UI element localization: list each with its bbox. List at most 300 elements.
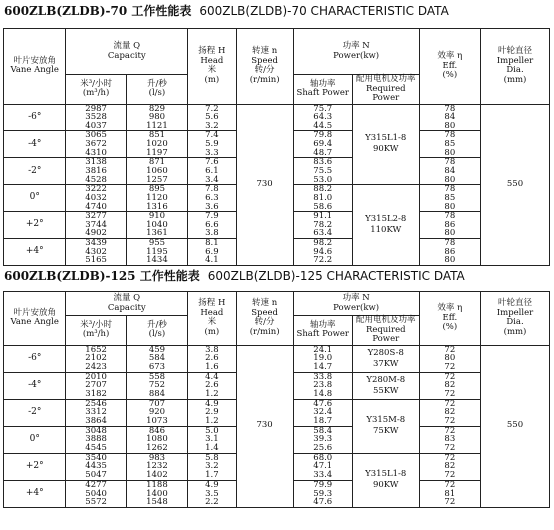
impeller-dia-header-text: 叶轮直径 — [498, 46, 533, 57]
capacity-ls-cell-value: 1197 — [146, 147, 168, 158]
capacity-header-text: 流量 Q — [113, 41, 141, 51]
head-cell — [188, 158, 236, 185]
capacity-m3h-cell-value: 5165 — [85, 255, 107, 266]
capacity-ls-cell-value: 980 — [148, 112, 166, 123]
shaft-power-cell — [293, 158, 352, 185]
capacity-ls-cell-value: 983 — [148, 452, 166, 463]
shaft-power-cell-value: 78.2 — [313, 219, 333, 230]
efficiency-header-text: Eff. — [442, 60, 458, 71]
efficiency-cell-value: 82 — [444, 461, 456, 472]
capacity-ls-cell-value: 673 — [148, 361, 166, 372]
capacity-m3h-cell-value: 1652 — [85, 344, 107, 355]
efficiency-cell-value: 81 — [444, 488, 456, 499]
vane-angle-header-text: Vane Angle — [10, 65, 59, 76]
head-cell-value: 6.3 — [205, 192, 219, 203]
shaft-power-cell — [293, 399, 352, 426]
capacity-ls-cell — [126, 480, 187, 507]
capacity-m3h-cell — [66, 185, 126, 212]
capacity-m3h-cell-value: 5040 — [85, 488, 107, 499]
table-title — [4, 3, 449, 19]
head-cell-value: 4.9 — [205, 479, 219, 490]
head-cell — [188, 185, 236, 212]
required-power-cell — [352, 345, 419, 372]
head-cell — [188, 426, 236, 453]
impeller-dia-cell — [481, 104, 550, 266]
efficiency-cell — [419, 372, 480, 399]
capacity-m3h-cell-value: 4528 — [85, 174, 107, 185]
speed-header-text: (r/min) — [249, 326, 280, 337]
shaft-power-cell-value: 94.6 — [313, 246, 333, 257]
efficiency-cell — [419, 426, 480, 453]
shaft-power-cell-value: 18.7 — [313, 416, 333, 426]
capacity-m3h-cell-value: 2423 — [85, 361, 107, 372]
capacity-m3h-cell — [66, 453, 126, 480]
capacity-m3h-header — [66, 316, 126, 346]
capacity-ls-cell-value: 1548 — [146, 497, 168, 508]
efficiency-header — [419, 292, 480, 346]
vane-angle-cell — [4, 158, 66, 185]
power-header-text: Power(kw) — [333, 50, 380, 61]
capacity-ls-cell — [126, 372, 187, 399]
capacity-ls-cell-value: 1188 — [146, 479, 168, 490]
speed-header-text: Speed — [251, 307, 278, 318]
capacity-ls-cell-value: 851 — [148, 130, 166, 141]
shaft-power-cell — [293, 480, 352, 507]
speed-cell — [236, 104, 293, 266]
capacity-m3h-cell-value: 3065 — [85, 130, 107, 141]
vane-angle-cell — [4, 453, 66, 480]
efficiency-cell-value: 80 — [444, 353, 456, 364]
power-header-text: 功率 N — [342, 293, 370, 303]
capacity-m3h-cell-value: 3672 — [85, 139, 107, 150]
shaft-power-cell-value: 98.2 — [313, 238, 333, 249]
shaft-power-cell-value: 44.5 — [313, 120, 333, 131]
efficiency-cell-value: 78 — [444, 157, 456, 168]
efficiency-cell-value: 80 — [444, 228, 456, 239]
capacity-ls-cell-value: 584 — [148, 353, 166, 364]
efficiency-cell — [419, 239, 480, 266]
head-cell-value: 2.6 — [205, 353, 219, 364]
capacity-ls-cell-value: 1040 — [146, 219, 168, 230]
required-power-cell-text: 75KW — [372, 426, 399, 437]
efficiency-cell-value: 72 — [444, 479, 456, 490]
capacity-ls-cell — [126, 131, 187, 158]
power-header — [293, 292, 419, 316]
efficiency-cell-value: 82 — [444, 380, 456, 391]
impeller-dia-header — [481, 29, 550, 105]
shaft-power-header-text: Shaft Power — [296, 329, 349, 340]
capacity-m3h-cell-value: 3277 — [85, 211, 107, 222]
capacity-ls-cell-value: 955 — [148, 238, 166, 249]
head-cell-value: 3.8 — [205, 228, 219, 239]
capacity-ls-cell — [126, 212, 187, 239]
vane-angle-cell — [4, 185, 66, 212]
capacity-ls-cell — [126, 104, 187, 131]
head-cell-value: 5.6 — [205, 112, 219, 123]
shaft-power-cell — [293, 185, 352, 212]
efficiency-cell — [419, 212, 480, 239]
head-cell-value: 3.5 — [205, 488, 219, 499]
head-cell-value: 7.9 — [205, 211, 219, 222]
shaft-power-cell-value: 33.4 — [313, 470, 333, 481]
capacity-m3h-cell — [66, 212, 126, 239]
capacity-m3h-header-text: (m³/h) — [82, 88, 110, 99]
vane-angle-cell-text: 0° — [29, 192, 40, 203]
head-header-text: 扬程 H — [198, 46, 226, 57]
speed-header — [236, 29, 293, 105]
efficiency-cell-value: 72 — [444, 443, 456, 454]
head-cell-value: 4.1 — [205, 255, 219, 266]
impeller-dia-cell — [481, 345, 550, 507]
required-power-header-text: 配用电机及功率 — [355, 315, 416, 325]
capacity-ls-cell-value: 752 — [148, 380, 166, 391]
speed-cell — [236, 345, 293, 507]
capacity-m3h-header-text: (m³/h) — [82, 329, 110, 340]
head-cell-value: 1.2 — [205, 388, 219, 399]
vane-angle-cell-text: -6° — [28, 352, 42, 363]
required-power-cell — [352, 453, 419, 507]
title-en: 600ZLB(ZLDB)-125 CHARACTERISTIC DATA — [207, 269, 465, 283]
shaft-power-cell-value: 88.2 — [313, 184, 333, 195]
head-cell-value: 1.2 — [205, 416, 219, 426]
capacity-ls-cell-value: 1232 — [146, 461, 168, 472]
head-cell — [188, 212, 236, 239]
efficiency-header-text: Eff. — [442, 312, 458, 323]
shaft-power-cell — [293, 453, 352, 480]
shaft-power-cell — [293, 212, 352, 239]
capacity-m3h-cell-value: 3222 — [85, 184, 107, 195]
head-cell-value: 4.9 — [205, 398, 219, 409]
impeller-dia-header-text: Impeller — [496, 307, 534, 318]
capacity-m3h-cell-value: 3439 — [85, 238, 107, 249]
required-power-cell — [352, 185, 419, 266]
power-header — [293, 29, 419, 75]
shaft-power-cell-value: 59.3 — [313, 488, 333, 499]
shaft-power-header — [293, 75, 352, 105]
capacity-ls-cell — [126, 399, 187, 426]
capacity-ls-cell-value: 1257 — [146, 174, 168, 185]
shaft-power-cell-value: 25.6 — [313, 443, 333, 454]
impeller-dia-cell-text: 550 — [506, 179, 524, 190]
capacity-ls-cell — [126, 158, 187, 185]
title-cn: 600ZLB(ZLDB)-70 工作性能表 — [4, 4, 192, 18]
efficiency-cell-value: 78 — [444, 130, 456, 141]
capacity-m3h-cell-value: 3138 — [85, 157, 107, 168]
capacity-m3h-cell-value: 2546 — [85, 398, 107, 409]
efficiency-cell-value: 72 — [444, 452, 456, 463]
efficiency-cell-value: 78 — [444, 211, 456, 222]
vane-angle-cell — [4, 239, 66, 266]
shaft-power-cell-value: 14.7 — [313, 361, 333, 372]
capacity-m3h-cell-value: 4302 — [85, 246, 107, 257]
head-cell-value: 3.2 — [205, 120, 219, 131]
shaft-power-header — [293, 316, 352, 346]
capacity-ls-header-text: 升/秒 — [147, 319, 167, 330]
capacity-m3h-cell — [66, 345, 126, 372]
efficiency-cell-value: 80 — [444, 120, 456, 131]
power-header-text: Power(kw) — [333, 302, 380, 313]
capacity-m3h-cell-value: 3182 — [85, 388, 107, 399]
head-cell-value: 1.4 — [205, 443, 219, 454]
capacity-m3h-cell-value: 3816 — [85, 165, 107, 176]
capacity-m3h-cell — [66, 239, 126, 266]
capacity-ls-header — [126, 75, 187, 105]
vane-angle-cell-text: +2° — [25, 461, 44, 472]
head-cell-value: 6.1 — [205, 165, 219, 176]
required-power-header-text: 配用电机及功率 — [355, 74, 416, 84]
head-header — [188, 292, 236, 346]
required-power-header — [352, 75, 419, 105]
efficiency-header-text: (%) — [442, 70, 458, 80]
capacity-ls-cell-value: 1400 — [146, 488, 168, 499]
capacity-ls-cell-value: 884 — [148, 388, 166, 399]
head-cell-value: 3.4 — [205, 174, 219, 185]
efficiency-cell — [419, 480, 480, 507]
capacity-m3h-cell — [66, 426, 126, 453]
required-power-cell — [352, 399, 419, 453]
impeller-dia-header-text: Impeller — [496, 55, 534, 66]
shaft-power-cell-value: 58.6 — [313, 201, 333, 212]
required-power-header — [352, 316, 419, 346]
shaft-power-cell-value: 68.0 — [313, 452, 333, 463]
head-cell — [188, 345, 236, 372]
capacity-m3h-cell-value: 4037 — [85, 120, 107, 131]
capacity-m3h-cell-value: 4435 — [85, 461, 107, 472]
vane-angle-cell — [4, 104, 66, 131]
capacity-ls-header-text: (l/s) — [148, 88, 166, 99]
impeller-dia-header — [481, 292, 550, 346]
head-cell-value: 5.9 — [205, 139, 219, 150]
required-power-cell — [352, 104, 419, 185]
shaft-power-cell-value: 83.6 — [313, 157, 333, 168]
required-power-cell-text: Y315L1-8 — [365, 469, 407, 480]
shaft-power-cell — [293, 239, 352, 266]
efficiency-cell — [419, 104, 480, 131]
shaft-power-cell-value: 39.3 — [313, 434, 333, 445]
speed-header-text: 转/分 — [254, 317, 275, 328]
speed-header-text: 转/分 — [254, 65, 275, 76]
head-cell-value: 3.1 — [205, 434, 219, 445]
capacity-m3h-cell-value: 3744 — [85, 219, 107, 230]
efficiency-cell-value: 72 — [444, 425, 456, 436]
capacity-m3h-cell-value: 3528 — [85, 112, 107, 123]
shaft-power-cell — [293, 426, 352, 453]
capacity-m3h-cell-value: 4545 — [85, 443, 107, 454]
capacity-ls-cell-value: 707 — [148, 398, 166, 409]
shaft-power-cell-value: 24.1 — [313, 344, 333, 355]
speed-header-text: (r/min) — [249, 74, 280, 85]
capacity-ls-cell-value: 1361 — [146, 228, 168, 239]
vane-angle-cell-text: -4° — [28, 138, 42, 149]
efficiency-cell-value: 82 — [444, 407, 456, 418]
efficiency-cell-value: 80 — [444, 255, 456, 266]
head-header-text: 扬程 H — [198, 298, 226, 309]
characteristic-table — [3, 28, 550, 266]
vane-angle-header — [4, 29, 66, 105]
efficiency-header-text: 效率 η — [437, 303, 463, 313]
capacity-m3h-cell — [66, 480, 126, 507]
shaft-power-header-text: 轴功率 — [309, 319, 336, 330]
capacity-header-text: Capacity — [107, 50, 146, 61]
efficiency-cell-value: 72 — [444, 371, 456, 382]
efficiency-cell-value: 84 — [444, 112, 456, 123]
capacity-ls-cell-value: 1080 — [146, 434, 168, 445]
head-cell-value: 7.6 — [205, 157, 219, 168]
speed-cell-text: 730 — [256, 420, 273, 431]
head-cell-value: 7.2 — [205, 103, 219, 114]
efficiency-header — [419, 29, 480, 105]
impeller-dia-header-text: (mm) — [503, 326, 527, 337]
capacity-ls-cell — [126, 239, 187, 266]
efficiency-cell — [419, 399, 480, 426]
head-cell-value: 2.6 — [205, 380, 219, 391]
capacity-ls-cell-value: 1434 — [146, 255, 168, 266]
capacity-m3h-cell-value: 3864 — [85, 416, 107, 426]
capacity-ls-header — [126, 316, 187, 346]
capacity-m3h-cell-value: 2102 — [85, 353, 107, 364]
efficiency-cell-value: 72 — [444, 388, 456, 399]
table-row — [4, 345, 550, 372]
shaft-power-cell — [293, 104, 352, 131]
head-cell-value: 6.9 — [205, 246, 219, 257]
speed-header-text: 转速 n — [252, 298, 278, 309]
capacity-m3h-cell-value: 4277 — [85, 479, 107, 490]
shaft-power-cell-value: 14.8 — [313, 388, 333, 399]
head-header-text: (m) — [204, 326, 220, 337]
impeller-dia-header-text: 叶轮直径 — [498, 298, 533, 309]
required-power-cell-text: 110KW — [370, 225, 402, 236]
required-power-cell-text: 90KW — [372, 144, 399, 155]
vane-angle-header-text: 叶片安放角 — [13, 307, 56, 318]
efficiency-cell-value: 86 — [444, 246, 456, 257]
efficiency-cell-value: 72 — [444, 470, 456, 481]
efficiency-cell-value: 80 — [444, 174, 456, 185]
capacity-m3h-cell — [66, 158, 126, 185]
shaft-power-cell-value: 81.0 — [313, 192, 333, 203]
capacity-m3h-cell-value: 4310 — [85, 147, 107, 158]
capacity-ls-cell — [126, 426, 187, 453]
capacity-ls-cell-value: 1020 — [146, 139, 168, 150]
shaft-power-cell-value: 64.3 — [313, 112, 333, 123]
head-header-text: Head — [200, 55, 224, 66]
vane-angle-header-text: Vane Angle — [10, 317, 59, 328]
capacity-ls-cell-value: 846 — [148, 425, 166, 436]
capacity-m3h-header-text: 米³/小时 — [80, 319, 112, 330]
shaft-power-cell-value: 19.0 — [313, 353, 333, 364]
capacity-m3h-cell-value: 2987 — [85, 103, 107, 114]
vane-angle-cell — [4, 212, 66, 239]
speed-header-text: 转速 n — [252, 46, 278, 57]
shaft-power-cell — [293, 345, 352, 372]
capacity-m3h-cell-value: 3540 — [85, 452, 107, 463]
vane-angle-cell-text: +4° — [25, 246, 44, 257]
head-cell-value: 3.6 — [205, 201, 219, 212]
efficiency-cell-value: 78 — [444, 184, 456, 195]
vane-angle-cell-text: -2° — [28, 165, 42, 176]
speed-header — [236, 292, 293, 346]
vane-angle-cell-text: +2° — [25, 219, 44, 230]
shaft-power-cell-value: 47.6 — [313, 398, 333, 409]
efficiency-cell-value: 86 — [444, 219, 456, 230]
capacity-m3h-cell-value: 4902 — [85, 228, 107, 239]
vane-angle-header-text: 叶片安放角 — [13, 55, 56, 66]
shaft-power-cell-value: 58.4 — [313, 425, 333, 436]
capacity-ls-cell-value: 1195 — [146, 246, 168, 257]
shaft-power-cell-value: 48.7 — [313, 147, 333, 158]
head-header-text: 米 — [207, 65, 217, 76]
efficiency-cell — [419, 453, 480, 480]
required-power-cell-text: Y315L1-8 — [365, 133, 407, 144]
efficiency-cell-value: 84 — [444, 165, 456, 176]
efficiency-cell-value: 72 — [444, 398, 456, 409]
shaft-power-cell-value: 53.0 — [313, 174, 333, 185]
capacity-header-text: Capacity — [107, 302, 146, 313]
head-cell-value: 3.3 — [205, 147, 219, 158]
head-cell — [188, 239, 236, 266]
impeller-dia-header-text: Dia. — [506, 65, 524, 76]
capacity-ls-cell-value: 558 — [148, 371, 166, 382]
head-cell-value: 5.8 — [205, 452, 219, 463]
head-cell — [188, 480, 236, 507]
vane-angle-cell-text: 0° — [29, 433, 40, 444]
efficiency-cell — [419, 345, 480, 372]
title-en: 600ZLB(ZLDB)-70 CHARACTERISTIC DATA — [199, 4, 449, 18]
head-cell-value: 2.9 — [205, 407, 219, 418]
efficiency-cell — [419, 131, 480, 158]
shaft-power-cell-value: 33.8 — [313, 371, 333, 382]
vane-angle-cell — [4, 399, 66, 426]
required-power-cell-text: Y280M-8 — [366, 374, 406, 385]
shaft-power-cell-value: 47.6 — [313, 497, 333, 508]
shaft-power-cell-value: 32.4 — [313, 407, 333, 418]
capacity-ls-cell-value: 1121 — [146, 120, 168, 131]
shaft-power-cell-value: 23.8 — [313, 380, 333, 391]
shaft-power-cell — [293, 372, 352, 399]
vane-angle-cell — [4, 372, 66, 399]
required-power-cell-text: Y315L2-8 — [365, 214, 407, 225]
table-row — [4, 104, 550, 131]
capacity-ls-cell — [126, 453, 187, 480]
efficiency-cell-value: 78 — [444, 238, 456, 249]
table-title — [4, 268, 465, 284]
capacity-ls-cell-value: 920 — [148, 407, 166, 418]
capacity-m3h-cell — [66, 104, 126, 131]
head-cell — [188, 104, 236, 131]
capacity-ls-cell-value: 910 — [148, 211, 166, 222]
shaft-power-cell-value: 79.8 — [313, 130, 333, 141]
head-cell-value: 3.2 — [205, 461, 219, 472]
required-power-header-text: Required Power — [365, 83, 406, 103]
efficiency-cell-value: 83 — [444, 434, 456, 445]
efficiency-cell-value: 72 — [444, 344, 456, 355]
capacity-m3h-cell-value: 5047 — [85, 470, 107, 481]
vane-angle-cell — [4, 426, 66, 453]
shaft-power-cell-value: 69.4 — [313, 139, 333, 150]
head-cell — [188, 453, 236, 480]
efficiency-cell-value: 72 — [444, 497, 456, 508]
shaft-power-cell-value: 72.2 — [313, 255, 333, 266]
capacity-ls-header-text: 升/秒 — [147, 78, 167, 89]
head-cell-value: 7.8 — [205, 184, 219, 195]
efficiency-header-text: 效率 η — [437, 51, 463, 61]
title-cn: 600ZLB(ZLDB)-125 工作性能表 — [4, 269, 200, 283]
vane-angle-cell-text: +4° — [25, 488, 44, 499]
head-cell — [188, 131, 236, 158]
table-block-125 — [0, 265, 554, 530]
head-cell — [188, 372, 236, 399]
vane-angle-cell-text: -6° — [28, 111, 42, 122]
capacity-m3h-cell-value: 4740 — [85, 201, 107, 212]
